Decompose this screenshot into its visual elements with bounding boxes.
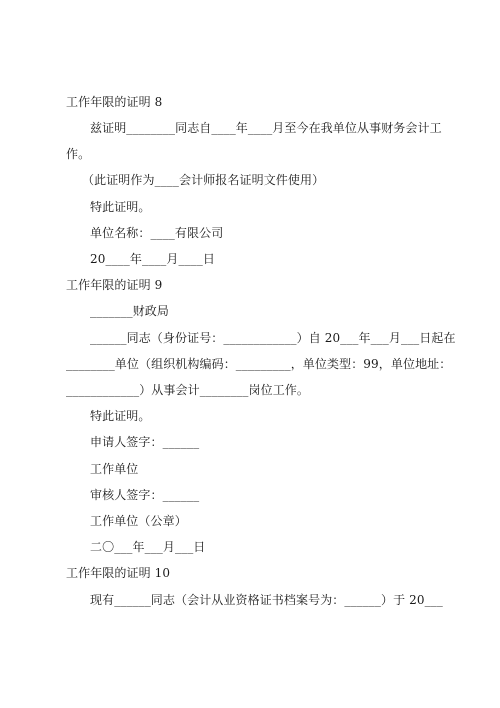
certificate-line: ____________）从事会计________岗位工作。: [66, 383, 310, 397]
certificate-line: 单位名称：____有限公司: [90, 226, 224, 240]
certificate-line: 兹证明________同志自____年____月至今在我单位从事财务会计工: [90, 121, 442, 135]
certificate-line: 工作单位: [90, 462, 139, 476]
certificate-line: （此证明作为____会计师报名证明文件使用）: [82, 173, 325, 187]
date-line: 二〇___年___月___日: [90, 540, 206, 554]
signature-line: 申请人签字：______: [90, 435, 200, 449]
certificate-line: 特此证明。: [90, 200, 151, 214]
certificate-line: 特此证明。: [90, 409, 151, 423]
certificate-line: ______同志（身份证号：____________）自 20___年___月___日起在: [90, 331, 456, 345]
section-title: 工作年限的证明 10: [66, 566, 171, 580]
certificate-line: 工作单位（公章）: [90, 514, 187, 528]
section-title: 工作年限的证明 9: [66, 278, 163, 292]
certificate-line: 现有______同志（会计从业资格证书档案号为：______）于 20___: [90, 593, 443, 607]
section-title: 工作年限的证明 8: [66, 95, 163, 109]
certificate-line: 作。: [66, 147, 91, 161]
date-line: 20____年____月____日: [90, 252, 215, 266]
signature-line: 审核人签字：______: [90, 488, 200, 502]
certificate-line: _______财政局: [90, 304, 170, 318]
certificate-line: ________单位（组织机构编码：_________，单位类型：99，单位地址：: [66, 357, 452, 371]
